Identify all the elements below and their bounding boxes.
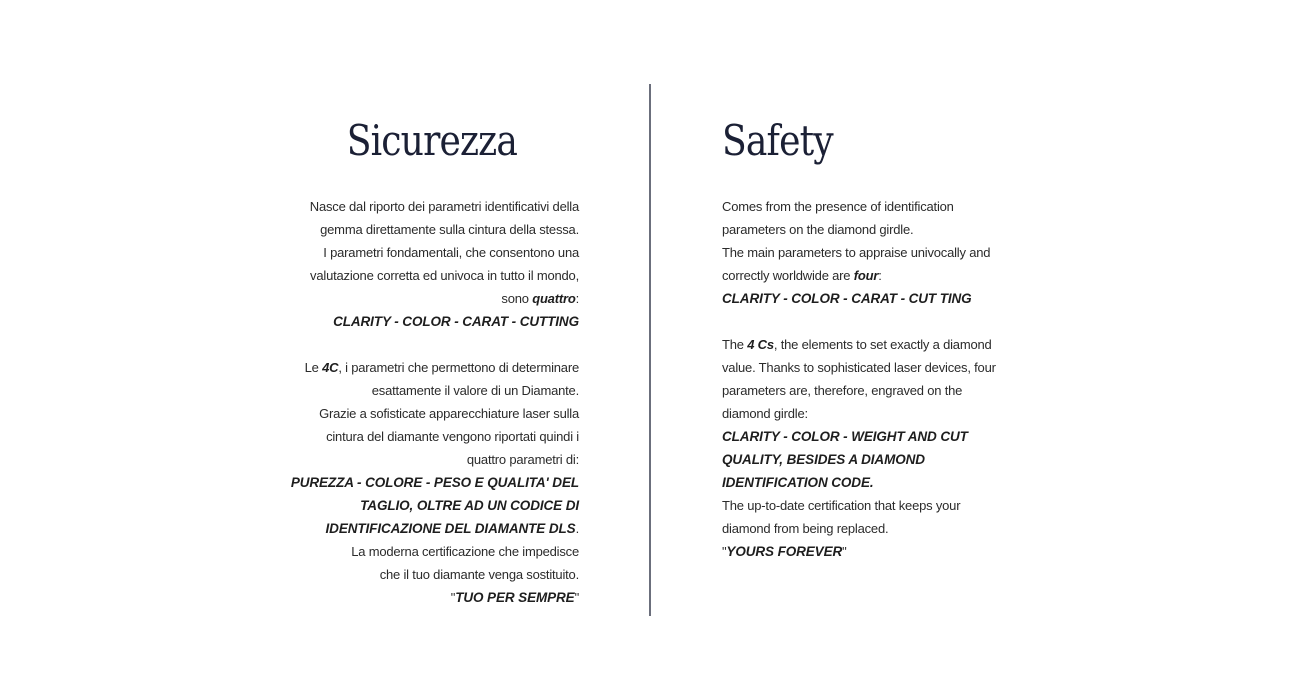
text-line: Nasce dal riporto dei parametri identificativi della [309, 199, 579, 214]
slogan-text: TUO PER SEMPRE [455, 590, 575, 605]
text-line: Grazie a sofisticate apparecchiature laser sulla [319, 406, 579, 421]
text-fragment: , i parametri che permettono di determinare [338, 360, 579, 375]
text-line: valutazione corretta ed univoca in tutto il mondo, [310, 268, 579, 283]
italian-title: Sicurezza [346, 116, 517, 165]
emphasis-four: four [853, 268, 879, 283]
italian-body [280, 195, 579, 609]
text-line: La moderna certificazione che impedisce [351, 544, 579, 559]
vertical-divider [649, 84, 651, 616]
slogan [722, 540, 1012, 563]
quote-mark: " [574, 590, 579, 605]
text-fragment: : [878, 268, 882, 283]
text-fragment: sono [501, 291, 533, 306]
text-line: che il tuo diamante venga sostituito. [379, 567, 579, 582]
text-line: The main parameters to appraise univocally and [722, 245, 991, 260]
emphasis-4c: 4C [322, 360, 339, 375]
four-cs-list: CLARITY - COLOR - CARAT - CUTTING [333, 314, 579, 329]
parameters-list: IDENTIFICATION CODE. [722, 475, 874, 490]
quote-mark: " [722, 544, 727, 559]
text-line: esattamente il valore di un Diamante. [371, 383, 579, 398]
parameters-list: TAGLIO, OLTRE AD UN CODICE DI [360, 498, 579, 513]
text-line: Comes from the presence of identification [722, 199, 954, 214]
text-fragment: : [575, 291, 579, 306]
parameters-list: IDENTIFICAZIONE DEL DIAMANTE DLS [325, 521, 576, 536]
text-fragment: The [722, 337, 748, 352]
parameters-list: PUREZZA - COLORE - PESO E QUALITA' DEL [290, 475, 579, 490]
text-line: cintura del diamante vengono riportati quindi i [326, 429, 579, 444]
text-line [722, 264, 1012, 287]
quote-mark: " [842, 544, 847, 559]
slogan-text: YOURS FOREVER [726, 544, 843, 559]
text-fragment: , the elements to set exactly a diamond [773, 337, 992, 352]
text-line: value. Thanks to sophisticated laser devices, four [722, 360, 996, 375]
text-fragment: correctly worldwide are [722, 268, 854, 283]
text-line: diamond from being replaced. [722, 521, 889, 536]
slogan [280, 586, 579, 609]
text-line [280, 356, 579, 379]
text-fragment: . [575, 521, 579, 536]
text-line: I parametri fondamentali, che consentono una [323, 245, 579, 260]
parameters-list: QUALITY, BESIDES A DIAMOND [722, 452, 925, 467]
safety-section [0, 84, 1300, 616]
english-title: Safety [722, 116, 833, 165]
text-line: quattro parametri di: [466, 452, 579, 467]
emphasis-quattro: quattro [532, 291, 576, 306]
text-line [280, 287, 579, 310]
four-cs-list: CLARITY - COLOR - CARAT - CUT TING [722, 291, 972, 306]
text-line: parameters on the diamond girdle. [722, 222, 914, 237]
text-line [280, 517, 579, 540]
paragraph-spacer [722, 310, 1012, 333]
text-line [722, 333, 1012, 356]
emphasis-4cs: 4 Cs [747, 337, 774, 352]
text-line: diamond girdle: [722, 406, 808, 421]
english-body [722, 195, 1012, 563]
text-fragment: Le [304, 360, 323, 375]
paragraph-spacer [280, 333, 579, 356]
text-line: gemma direttamente sulla cintura della stessa. [320, 222, 579, 237]
quote-mark: " [450, 590, 456, 605]
text-line: parameters are, therefore, engraved on the [722, 383, 963, 398]
parameters-list: CLARITY - COLOR - WEIGHT AND CUT [722, 429, 968, 444]
text-line: The up-to-date certification that keeps your [722, 498, 961, 513]
